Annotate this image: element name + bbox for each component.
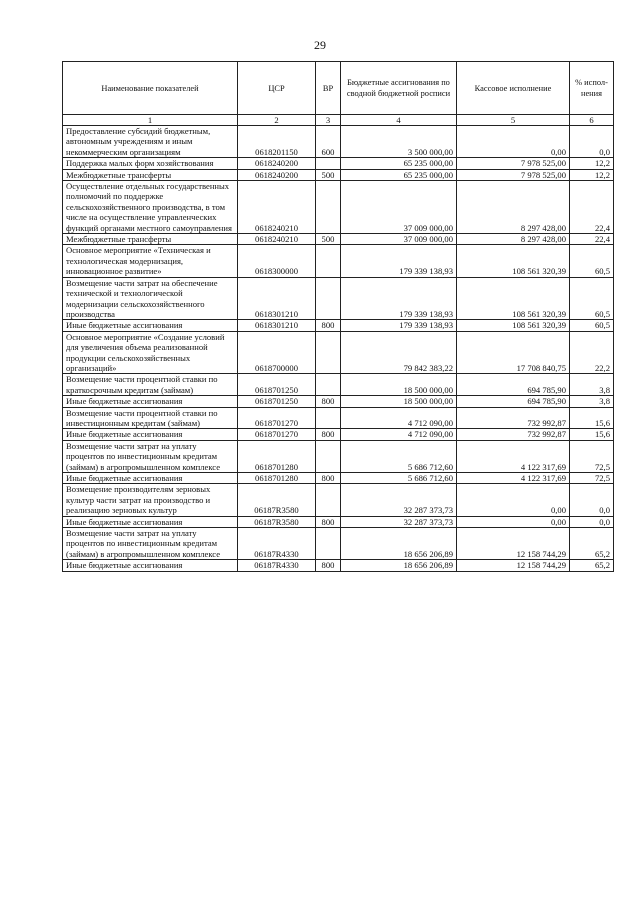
table-row bbox=[63, 407, 614, 429]
column-number: 6 bbox=[570, 115, 614, 126]
cell-cash: 0,00 bbox=[457, 516, 570, 527]
cell-budget: 179 339 138,93 bbox=[341, 277, 457, 320]
table-row bbox=[63, 234, 614, 245]
table-row bbox=[63, 484, 614, 516]
cell-pct: 65,2 bbox=[570, 528, 614, 560]
cell-vr: 500 bbox=[316, 234, 341, 245]
table-row bbox=[63, 158, 614, 169]
cell-budget: 32 287 373,73 bbox=[341, 484, 457, 516]
cell-cash: 694 785,90 bbox=[457, 396, 570, 407]
cell-name: Иные бюджетные ассигнования bbox=[63, 560, 238, 571]
cell-pct: 60,5 bbox=[570, 320, 614, 331]
column-number-row bbox=[63, 115, 614, 126]
cell-budget: 179 339 138,93 bbox=[341, 320, 457, 331]
page-number: 29 bbox=[314, 38, 326, 52]
header-cash: Кассовое исполнение bbox=[457, 62, 570, 115]
table-row bbox=[63, 516, 614, 527]
table-row bbox=[63, 126, 614, 158]
cell-name: Возмещение части затрат на обеспечение технической и технологической модернизации сельскохозяйственного производства bbox=[63, 277, 238, 320]
cell-csr: 0618701250 bbox=[238, 374, 316, 396]
cell-budget: 4 712 090,00 bbox=[341, 407, 457, 429]
cell-vr bbox=[316, 181, 341, 234]
cell-cash: 0,00 bbox=[457, 126, 570, 158]
cell-csr: 0618301210 bbox=[238, 320, 316, 331]
cell-name: Возмещение производителям зерновых культур части затрат на производство и реализацию зерновых культур bbox=[63, 484, 238, 516]
cell-csr: 0618301210 bbox=[238, 277, 316, 320]
cell-pct: 0,0 bbox=[570, 126, 614, 158]
cell-pct: 60,5 bbox=[570, 277, 614, 320]
cell-budget: 18 500 000,00 bbox=[341, 396, 457, 407]
cell-vr: 600 bbox=[316, 126, 341, 158]
cell-name: Иные бюджетные ассигнования bbox=[63, 429, 238, 440]
cell-cash: 12 158 744,29 bbox=[457, 528, 570, 560]
cell-cash: 7 978 525,00 bbox=[457, 158, 570, 169]
cell-vr: 800 bbox=[316, 560, 341, 571]
column-number: 2 bbox=[238, 115, 316, 126]
cell-cash: 8 297 428,00 bbox=[457, 234, 570, 245]
table-row bbox=[63, 560, 614, 571]
cell-csr: 0618701250 bbox=[238, 396, 316, 407]
column-number: 4 bbox=[341, 115, 457, 126]
cell-csr: 0618201150 bbox=[238, 126, 316, 158]
cell-budget: 18 656 206,89 bbox=[341, 528, 457, 560]
column-number: 3 bbox=[316, 115, 341, 126]
cell-budget: 32 287 373,73 bbox=[341, 516, 457, 527]
cell-cash: 732 992,87 bbox=[457, 429, 570, 440]
cell-name: Межбюджетные трансферты bbox=[63, 234, 238, 245]
cell-vr: 800 bbox=[316, 396, 341, 407]
cell-name: Основное мероприятие «Техническая и технологическая модернизация, инновационное развитие» bbox=[63, 245, 238, 277]
cell-budget: 179 339 138,93 bbox=[341, 245, 457, 277]
header-pct: % испол-нения bbox=[570, 62, 614, 115]
budget-execution-table bbox=[62, 61, 614, 572]
cell-name: Иные бюджетные ассигнования bbox=[63, 396, 238, 407]
table-row bbox=[63, 181, 614, 234]
cell-cash: 4 122 317,69 bbox=[457, 440, 570, 472]
cell-pct: 0,0 bbox=[570, 516, 614, 527]
cell-budget: 5 686 712,60 bbox=[341, 473, 457, 484]
header-name: Наименование показателей bbox=[63, 62, 238, 115]
table-row bbox=[63, 528, 614, 560]
cell-pct: 22,2 bbox=[570, 331, 614, 374]
column-number: 1 bbox=[63, 115, 238, 126]
cell-budget: 4 712 090,00 bbox=[341, 429, 457, 440]
cell-pct: 60,5 bbox=[570, 245, 614, 277]
cell-pct: 72,5 bbox=[570, 473, 614, 484]
cell-cash: 7 978 525,00 bbox=[457, 169, 570, 180]
cell-budget: 18 656 206,89 bbox=[341, 560, 457, 571]
cell-name: Возмещение части затрат на уплату процентов по инвестиционным кредитам (займам) в агропромышленном комплексе bbox=[63, 440, 238, 472]
cell-budget: 79 842 383,22 bbox=[341, 331, 457, 374]
column-number: 5 bbox=[457, 115, 570, 126]
cell-name: Иные бюджетные ассигнования bbox=[63, 473, 238, 484]
cell-csr: 0618700000 bbox=[238, 331, 316, 374]
cell-vr bbox=[316, 407, 341, 429]
cell-csr: 0618300000 bbox=[238, 245, 316, 277]
table-row bbox=[63, 374, 614, 396]
cell-pct: 12,2 bbox=[570, 158, 614, 169]
cell-budget: 37 009 000,00 bbox=[341, 181, 457, 234]
cell-cash: 4 122 317,69 bbox=[457, 473, 570, 484]
table-row bbox=[63, 277, 614, 320]
cell-pct: 22,4 bbox=[570, 181, 614, 234]
table-row bbox=[63, 396, 614, 407]
cell-pct: 72,5 bbox=[570, 440, 614, 472]
cell-pct: 3,8 bbox=[570, 396, 614, 407]
cell-vr bbox=[316, 245, 341, 277]
cell-csr: 0618240210 bbox=[238, 234, 316, 245]
table-row bbox=[63, 473, 614, 484]
cell-vr: 800 bbox=[316, 516, 341, 527]
cell-budget: 5 686 712,60 bbox=[341, 440, 457, 472]
table-row bbox=[63, 169, 614, 180]
cell-vr: 800 bbox=[316, 429, 341, 440]
cell-csr: 0618240210 bbox=[238, 181, 316, 234]
cell-cash: 732 992,87 bbox=[457, 407, 570, 429]
cell-pct: 12,2 bbox=[570, 169, 614, 180]
cell-name: Возмещение части затрат на уплату процентов по инвестиционным кредитам (займам) в агропромышленном комплексе bbox=[63, 528, 238, 560]
cell-budget: 37 009 000,00 bbox=[341, 234, 457, 245]
cell-cash: 0,00 bbox=[457, 484, 570, 516]
cell-vr bbox=[316, 440, 341, 472]
cell-name: Предоставление субсидий бюджетным, автономным учреждениям и иным некоммерческим организациям bbox=[63, 126, 238, 158]
cell-cash: 108 561 320,39 bbox=[457, 277, 570, 320]
cell-cash: 108 561 320,39 bbox=[457, 320, 570, 331]
cell-pct: 15,6 bbox=[570, 407, 614, 429]
cell-csr: 0618701270 bbox=[238, 407, 316, 429]
table-body bbox=[63, 126, 614, 572]
header-vr: ВР bbox=[316, 62, 341, 115]
header-csr: ЦСР bbox=[238, 62, 316, 115]
cell-csr: 06187R4330 bbox=[238, 560, 316, 571]
cell-csr: 0618701280 bbox=[238, 473, 316, 484]
cell-pct: 22,4 bbox=[570, 234, 614, 245]
cell-name: Иные бюджетные ассигнования bbox=[63, 516, 238, 527]
cell-cash: 694 785,90 bbox=[457, 374, 570, 396]
cell-pct: 65,2 bbox=[570, 560, 614, 571]
cell-csr: 06187R3580 bbox=[238, 516, 316, 527]
cell-vr: 800 bbox=[316, 473, 341, 484]
cell-name: Возмещение части процентной ставки по краткосрочным кредитам (займам) bbox=[63, 374, 238, 396]
cell-pct: 15,6 bbox=[570, 429, 614, 440]
table-row bbox=[63, 440, 614, 472]
cell-name: Поддержка малых форм хозяйствования bbox=[63, 158, 238, 169]
cell-vr bbox=[316, 484, 341, 516]
cell-pct: 0,0 bbox=[570, 484, 614, 516]
cell-cash: 8 297 428,00 bbox=[457, 181, 570, 234]
cell-name: Осуществление отдельных государственных полномочий по поддержке сельскохозяйственного производства, в том числе на осуществление управленческих функций органами местного самоуправления bbox=[63, 181, 238, 234]
cell-vr bbox=[316, 331, 341, 374]
cell-csr: 0618240200 bbox=[238, 169, 316, 180]
cell-cash: 12 158 744,29 bbox=[457, 560, 570, 571]
cell-csr: 0618701280 bbox=[238, 440, 316, 472]
cell-vr bbox=[316, 158, 341, 169]
cell-budget: 18 500 000,00 bbox=[341, 374, 457, 396]
cell-name: Межбюджетные трансферты bbox=[63, 169, 238, 180]
cell-budget: 65 235 000,00 bbox=[341, 158, 457, 169]
table-row bbox=[63, 429, 614, 440]
cell-cash: 17 708 840,75 bbox=[457, 331, 570, 374]
cell-name: Основное мероприятие «Создание условий для увеличения объема реализованной продукции сельскохозяйственных организаций» bbox=[63, 331, 238, 374]
cell-pct: 3,8 bbox=[570, 374, 614, 396]
cell-budget: 3 500 000,00 bbox=[341, 126, 457, 158]
table-row bbox=[63, 245, 614, 277]
cell-vr: 500 bbox=[316, 169, 341, 180]
cell-name: Иные бюджетные ассигнования bbox=[63, 320, 238, 331]
cell-vr bbox=[316, 374, 341, 396]
cell-csr: 0618701270 bbox=[238, 429, 316, 440]
header-budget: Бюджетные ассигнования по сводной бюджетной росписи bbox=[341, 62, 457, 115]
cell-csr: 06187R4330 bbox=[238, 528, 316, 560]
cell-name: Возмещение части процентной ставки по инвестиционным кредитам (займам) bbox=[63, 407, 238, 429]
cell-vr bbox=[316, 277, 341, 320]
cell-csr: 06187R3580 bbox=[238, 484, 316, 516]
header-row bbox=[63, 62, 614, 115]
table-row bbox=[63, 320, 614, 331]
cell-vr bbox=[316, 528, 341, 560]
cell-cash: 108 561 320,39 bbox=[457, 245, 570, 277]
cell-csr: 0618240200 bbox=[238, 158, 316, 169]
table-row bbox=[63, 331, 614, 374]
cell-budget: 65 235 000,00 bbox=[341, 169, 457, 180]
cell-vr: 800 bbox=[316, 320, 341, 331]
